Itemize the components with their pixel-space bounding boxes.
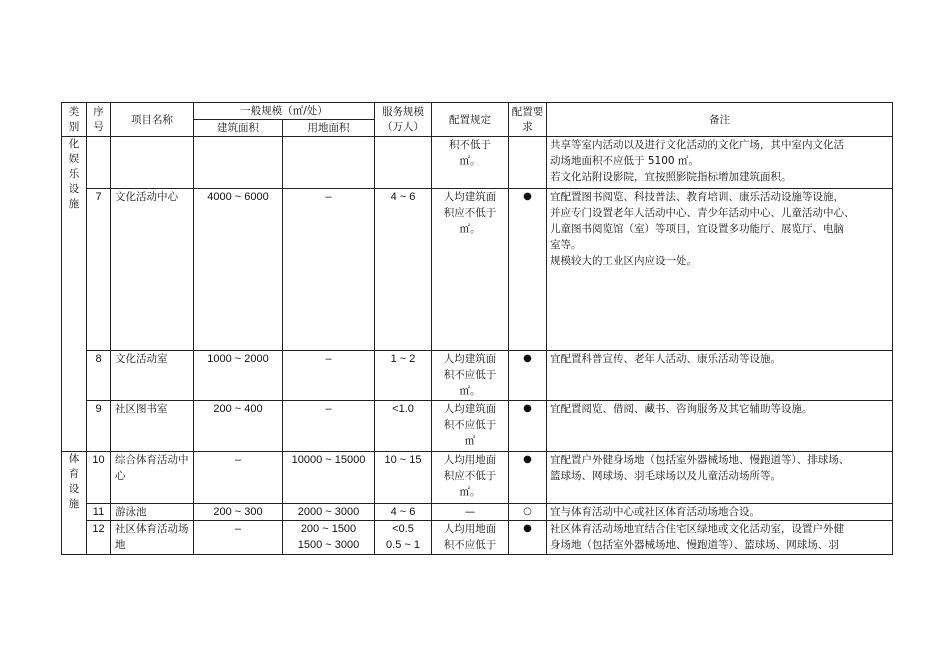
table-row [62, 401, 893, 452]
land-cell: – [283, 189, 375, 351]
notes-cell: 宜配置阅览、借阅、藏书、咨询服务及其它辅助等设施。 [547, 401, 893, 452]
notes-cell: 宜配置户外健身场地（包括室外器械场地、慢跑道等）、排球场、 篮球场、网球场、羽毛球场以及儿童活动场所等。 [547, 452, 893, 504]
header-config-req: 配置要求 [509, 103, 547, 137]
building-cell: 200 ~ 400 [194, 401, 283, 452]
category-culture: 化 娱 乐 设 施 [62, 137, 87, 452]
header-seq: 序号 [87, 103, 111, 137]
building-cell: – [194, 521, 283, 555]
building-cell: 1000 ~ 2000 [194, 351, 283, 401]
seq-cell: 7 [87, 189, 111, 351]
name-cell: 社区图书室 [111, 401, 194, 452]
service-cell [375, 137, 432, 189]
land-cell: 200 ~ 1500 1500 ~ 3000 [283, 521, 375, 555]
name-cell: 文化活动室 [111, 351, 194, 401]
req-cell: ○ [509, 504, 547, 521]
req-cell: ● [509, 189, 547, 351]
facilities-table [61, 102, 893, 555]
header-service-scale: 服务规模（万人） [375, 103, 432, 137]
seq-cell [87, 137, 111, 189]
rule-cell: 人均用地面 积不应低于 [432, 521, 509, 555]
land-cell: 10000 ~ 15000 [283, 452, 375, 504]
seq-cell: 8 [87, 351, 111, 401]
land-cell: – [283, 401, 375, 452]
name-cell: 游泳池 [111, 504, 194, 521]
table-row [62, 189, 893, 351]
service-cell: 4 ~ 6 [375, 504, 432, 521]
name-cell [111, 137, 194, 189]
req-cell: ● [509, 351, 547, 401]
land-cell: – [283, 351, 375, 401]
rule-cell: 人均建筑面 积不应低于 ㎡ [432, 401, 509, 452]
req-cell: ● [509, 401, 547, 452]
table-row [62, 452, 893, 504]
header-config-rule: 配置规定 [432, 103, 509, 137]
rule-cell: — [432, 504, 509, 521]
building-cell: 4000 ~ 6000 [194, 189, 283, 351]
header-scale-group: 一般规模（㎡/处） [194, 103, 375, 120]
table-row [62, 504, 893, 521]
building-cell: 200 ~ 300 [194, 504, 283, 521]
seq-cell: 9 [87, 401, 111, 452]
building-cell: – [194, 452, 283, 504]
seq-cell: 12 [87, 521, 111, 555]
land-cell [283, 137, 375, 189]
seq-cell: 10 [87, 452, 111, 504]
notes-cell: 社区体育活动场地宜结合住宅区绿地或文化活动室，设置户外健 身场地（包括室外器械场地、慢跑道等）、篮球场、网球场、羽 [547, 521, 893, 555]
service-cell: <0.5 0.5 ~ 1 [375, 521, 432, 555]
name-cell: 文化活动中心 [111, 189, 194, 351]
service-cell: 10 ~ 15 [375, 452, 432, 504]
name-cell: 社区体育活动场地 [111, 521, 194, 555]
service-cell: 4 ~ 6 [375, 189, 432, 351]
req-cell [509, 137, 547, 189]
header-land-area: 用地面积 [283, 120, 375, 137]
name-cell: 综合体育活动中心 [111, 452, 194, 504]
service-cell: 1 ~ 2 [375, 351, 432, 401]
land-cell: 2000 ~ 3000 [283, 504, 375, 521]
seq-cell: 11 [87, 504, 111, 521]
service-cell: <1.0 [375, 401, 432, 452]
header-building-area: 建筑面积 [194, 120, 283, 137]
category-sports: 体 育 设 施 [62, 452, 87, 555]
header-remarks: 备注 [547, 103, 893, 137]
table-row [62, 351, 893, 401]
table-row [62, 137, 893, 189]
req-cell: ● [509, 521, 547, 555]
rule-cell: 积不低于 ㎡。 [432, 137, 509, 189]
notes-cell: 宜配置图书阅览、科技普法、教育培训、康乐活动设施等设施， 并应专门设置老年人活动中心、青少年活动中心、儿童活动中心、 儿童图书阅览馆（室）等项目，宜设置多功能厅、展览厅、电脑 室等。 规模较大的工业区内应设一处。 [547, 189, 893, 351]
rule-cell: 人均建筑面 积不应低于 ㎡。 [432, 351, 509, 401]
header-item-name: 项目名称 [111, 103, 194, 137]
header-category: 类别 [62, 103, 87, 137]
notes-cell: 宜与体育活动中心或社区体育活动场地合设。 [547, 504, 893, 521]
notes-cell: 共享等室内活动以及进行文化活动的文化广场，其中室内文化活 动场地面积不应低于 5100 ㎡。 若文化站附设影院，宜按照影院指标增加建筑面积。 [547, 137, 893, 189]
req-cell: ● [509, 452, 547, 504]
notes-cell: 宜配置科普宣传、老年人活动、康乐活动等设施。 [547, 351, 893, 401]
rule-cell: 人均用地面 积应不低于 ㎡。 [432, 452, 509, 504]
table-row [62, 521, 893, 555]
rule-cell: 人均建筑面 积应不低于 ㎡。 [432, 189, 509, 351]
building-cell [194, 137, 283, 189]
